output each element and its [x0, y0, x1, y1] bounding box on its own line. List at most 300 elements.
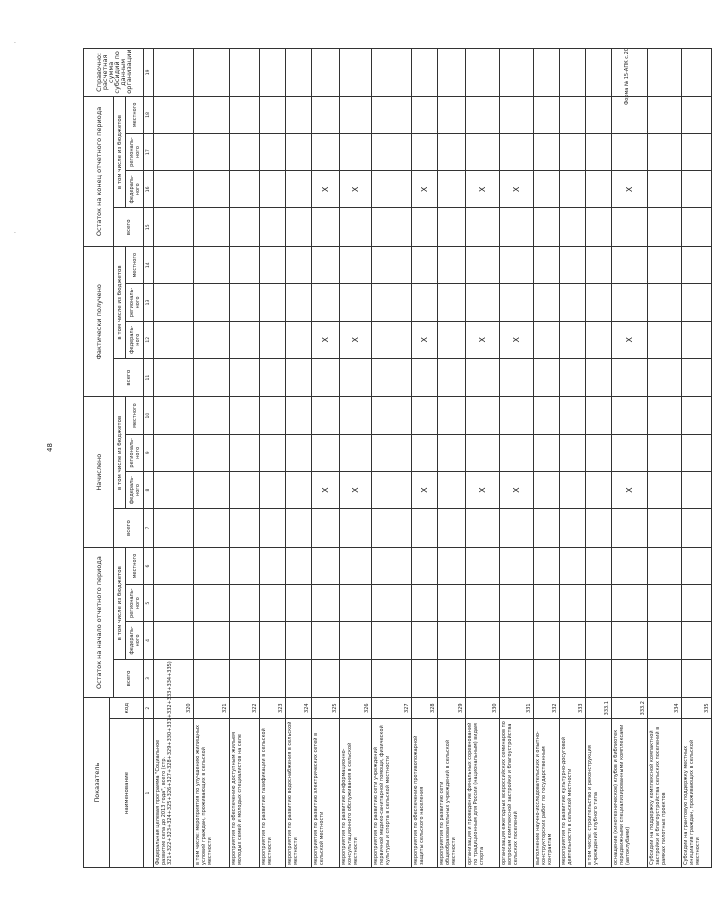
empty-cell: [412, 509, 438, 548]
empty-cell: [534, 471, 560, 508]
empty-cell: [534, 133, 560, 170]
empty-cell: [230, 321, 260, 358]
empty-cell: [438, 96, 466, 133]
empty-cell: [312, 434, 340, 471]
federal-header: федераль-ного: [126, 622, 144, 659]
budget-sub-header: в том числе из бюджетов: [114, 547, 126, 659]
empty-cell: [560, 247, 586, 284]
empty-cell: [286, 49, 312, 97]
empty-cell: [612, 133, 648, 170]
empty-cell: [340, 397, 372, 434]
empty-cell: [230, 284, 260, 321]
empty-cell: [586, 321, 612, 358]
empty-cell: [260, 208, 286, 247]
x-mark-cell: X: [312, 471, 340, 508]
empty-cell: [534, 397, 560, 434]
empty-cell: [534, 659, 560, 698]
empty-cell: [412, 397, 438, 434]
empty-cell: [534, 321, 560, 358]
x-mark-cell: X: [612, 471, 648, 508]
row-code: 326: [340, 698, 372, 719]
empty-cell: [194, 321, 230, 358]
empty-cell: [230, 171, 260, 208]
local-header: местного: [126, 547, 144, 584]
empty-cell: [586, 434, 612, 471]
row-code: 327: [372, 698, 412, 719]
empty-cell: [312, 622, 340, 659]
empty-cell: [612, 284, 648, 321]
row-code: 330: [466, 698, 500, 719]
empty-cell: [312, 509, 340, 548]
empty-cell: [340, 622, 372, 659]
x-mark-cell: X: [612, 321, 648, 358]
scan-speck: ·: [14, 230, 16, 237]
empty-cell: [312, 659, 340, 698]
page-number: 48: [46, 443, 54, 452]
empty-cell: [286, 547, 312, 584]
empty-cell: [648, 133, 682, 170]
regional-header: региональ-ного: [126, 585, 144, 622]
empty-cell: [194, 171, 230, 208]
federal-header: федераль-ного: [126, 171, 144, 208]
empty-cell: [682, 397, 712, 434]
empty-cell: [286, 208, 312, 247]
empty-cell: [412, 547, 438, 584]
empty-cell: [682, 547, 712, 584]
column-number: 18: [144, 96, 154, 133]
empty-cell: [260, 585, 286, 622]
row-code: 333: [560, 698, 586, 719]
empty-cell: [682, 509, 712, 548]
empty-cell: [466, 585, 500, 622]
empty-cell: [648, 247, 682, 284]
empty-cell: [500, 96, 534, 133]
empty-cell: [340, 49, 372, 97]
empty-cell: [230, 247, 260, 284]
empty-cell: [340, 284, 372, 321]
empty-cell: [230, 397, 260, 434]
empty-cell: [412, 434, 438, 471]
column-number: 14: [144, 247, 154, 284]
budget-sub-header: в том числе из бюджетов: [114, 247, 126, 359]
empty-cell: [682, 208, 712, 247]
empty-cell: [648, 659, 682, 698]
table-row: [372, 49, 412, 868]
column-number: 12: [144, 321, 154, 358]
empty-cell: [194, 133, 230, 170]
empty-cell: [648, 585, 682, 622]
empty-cell: [340, 659, 372, 698]
empty-cell: [260, 659, 286, 698]
empty-cell: [466, 96, 500, 133]
table-row: [648, 49, 682, 868]
name-header: наименование: [110, 719, 144, 868]
row-name: мероприятия по развитию сети общеобразовательных учреждений в сельской местности: [438, 719, 466, 868]
x-mark-cell: X: [312, 321, 340, 358]
local-header: местного: [126, 96, 144, 133]
column-number: 10: [144, 397, 154, 434]
reference-header: Справочно: расчетная сумма субсидий по данным организации: [84, 49, 144, 97]
empty-cell: [534, 284, 560, 321]
empty-cell: [466, 434, 500, 471]
empty-cell: [260, 247, 286, 284]
column-number: 7: [144, 509, 154, 548]
empty-cell: [586, 471, 612, 508]
table-row: [312, 49, 340, 868]
empty-cell: [612, 434, 648, 471]
empty-cell: [682, 471, 712, 508]
empty-cell: [340, 96, 372, 133]
x-mark-cell: X: [500, 471, 534, 508]
empty-cell: [372, 585, 412, 622]
empty-cell: [230, 133, 260, 170]
row-code: 322: [230, 698, 260, 719]
x-mark-cell: X: [466, 171, 500, 208]
empty-cell: [466, 358, 500, 397]
column-number: 19: [144, 49, 154, 97]
empty-cell: [194, 96, 230, 133]
empty-cell: [586, 49, 612, 97]
empty-cell: [412, 622, 438, 659]
empty-cell: [230, 434, 260, 471]
empty-cell: [312, 358, 340, 397]
empty-cell: [500, 585, 534, 622]
empty-cell: [560, 509, 586, 548]
empty-cell: [230, 49, 260, 97]
empty-cell: [560, 471, 586, 508]
empty-cell: [260, 622, 286, 659]
empty-cell: [286, 585, 312, 622]
row-name: мероприятия по обеспечению противопожарной защиты сельского населения: [412, 719, 438, 868]
table-row: [260, 49, 286, 868]
x-mark-cell: X: [466, 471, 500, 508]
empty-cell: [466, 397, 500, 434]
empty-cell: [194, 547, 230, 584]
empty-cell: [260, 96, 286, 133]
row-name: в том числе: строительство и реконструкция учреждений клубного типа: [586, 719, 612, 868]
empty-cell: [466, 659, 500, 698]
code-header: код: [110, 698, 144, 719]
empty-cell: [154, 547, 194, 584]
total-header: всего: [114, 509, 144, 548]
empty-cell: [230, 659, 260, 698]
total-header: всего: [114, 208, 144, 247]
x-mark-cell: X: [340, 471, 372, 508]
empty-cell: [154, 509, 194, 548]
empty-cell: [230, 96, 260, 133]
empty-cell: [372, 622, 412, 659]
column-number: 3: [144, 659, 154, 698]
empty-cell: [260, 171, 286, 208]
empty-cell: [372, 247, 412, 284]
local-header: местного: [126, 397, 144, 434]
empty-cell: [286, 96, 312, 133]
empty-cell: [612, 585, 648, 622]
empty-cell: [372, 321, 412, 358]
empty-cell: [154, 622, 194, 659]
empty-cell: [260, 547, 286, 584]
empty-cell: [194, 509, 230, 548]
x-mark-cell: X: [412, 471, 438, 508]
empty-cell: [312, 284, 340, 321]
empty-cell: [438, 49, 466, 97]
empty-cell: [260, 397, 286, 434]
empty-cell: [286, 284, 312, 321]
empty-cell: [340, 547, 372, 584]
empty-cell: [340, 509, 372, 548]
empty-cell: [438, 397, 466, 434]
empty-cell: [372, 171, 412, 208]
empty-cell: [194, 471, 230, 508]
empty-cell: [372, 434, 412, 471]
row-name: мероприятия по обеспечению доступным жильем молодых семей и молодых специалистов на селе: [230, 719, 260, 868]
table-row: [230, 49, 260, 868]
table-row: [586, 49, 612, 868]
empty-cell: [230, 358, 260, 397]
x-mark-cell: X: [466, 321, 500, 358]
group-header-closing: Остаток на конец отчетного периода: [84, 96, 114, 246]
empty-cell: [340, 208, 372, 247]
empty-cell: [586, 547, 612, 584]
empty-cell: [154, 471, 194, 508]
empty-cell: [648, 96, 682, 133]
empty-cell: [372, 397, 412, 434]
empty-cell: [340, 247, 372, 284]
empty-cell: [230, 622, 260, 659]
empty-cell: [340, 585, 372, 622]
empty-cell: [154, 321, 194, 358]
empty-cell: [286, 434, 312, 471]
empty-cell: [438, 171, 466, 208]
empty-cell: [500, 49, 534, 97]
row-code: 323: [260, 698, 286, 719]
row-code: 320: [154, 698, 194, 719]
empty-cell: [682, 133, 712, 170]
empty-cell: [648, 547, 682, 584]
empty-cell: [340, 133, 372, 170]
empty-cell: [412, 208, 438, 247]
x-mark-cell: X: [500, 171, 534, 208]
empty-cell: [534, 208, 560, 247]
empty-cell: [286, 659, 312, 698]
table-row: [154, 49, 194, 868]
empty-cell: [372, 208, 412, 247]
empty-cell: [612, 96, 648, 133]
empty-cell: [438, 321, 466, 358]
empty-cell: [230, 547, 260, 584]
empty-cell: [154, 208, 194, 247]
empty-cell: [612, 509, 648, 548]
empty-cell: [372, 358, 412, 397]
row-name: организация и проведение финальных соревнований по традиционным для России (национальным) видам спорта: [466, 719, 500, 868]
empty-cell: [286, 622, 312, 659]
empty-cell: [194, 358, 230, 397]
table-row: [194, 49, 230, 868]
empty-cell: [260, 321, 286, 358]
empty-cell: [560, 133, 586, 170]
empty-cell: [194, 585, 230, 622]
total-header: всего: [114, 358, 144, 397]
empty-cell: [500, 133, 534, 170]
empty-cell: [534, 622, 560, 659]
empty-cell: [412, 133, 438, 170]
empty-cell: [466, 622, 500, 659]
empty-cell: [466, 547, 500, 584]
empty-cell: [560, 434, 586, 471]
row-name: выполнение научно-исследовательских и опытно-конструкторских работ по государственным контрактам: [534, 719, 560, 868]
empty-cell: [372, 659, 412, 698]
table-row: [560, 49, 586, 868]
empty-cell: [194, 208, 230, 247]
empty-cell: [534, 96, 560, 133]
empty-cell: [648, 434, 682, 471]
empty-cell: [372, 284, 412, 321]
empty-cell: [312, 547, 340, 584]
row-name: мероприятия по развитию газификации в сельской местности: [260, 719, 286, 868]
empty-cell: [534, 171, 560, 208]
empty-cell: [682, 284, 712, 321]
empty-cell: [682, 247, 712, 284]
empty-cell: [500, 547, 534, 584]
empty-cell: [412, 49, 438, 97]
empty-cell: [438, 434, 466, 471]
empty-cell: [412, 96, 438, 133]
empty-cell: [260, 471, 286, 508]
row-name: мероприятия по развитию электрических сетей в сельской местности: [312, 719, 340, 868]
empty-cell: [260, 133, 286, 170]
empty-cell: [534, 434, 560, 471]
x-mark-cell: X: [412, 171, 438, 208]
empty-cell: [194, 434, 230, 471]
empty-cell: [340, 358, 372, 397]
empty-cell: [194, 284, 230, 321]
empty-cell: [500, 397, 534, 434]
empty-cell: [612, 247, 648, 284]
row-name: Субсидии на грантовую поддержку местных инициатив граждан, проживающих в сельской местности: [682, 719, 712, 868]
empty-cell: [286, 397, 312, 434]
empty-cell: [586, 622, 612, 659]
empty-cell: [682, 622, 712, 659]
empty-cell: [534, 585, 560, 622]
empty-cell: [648, 321, 682, 358]
row-code: 334: [648, 698, 682, 719]
empty-cell: [586, 659, 612, 698]
empty-cell: [230, 471, 260, 508]
empty-cell: [500, 247, 534, 284]
empty-cell: [648, 171, 682, 208]
row-code: 335: [682, 698, 712, 719]
empty-cell: [372, 547, 412, 584]
empty-cell: [466, 133, 500, 170]
empty-cell: [586, 247, 612, 284]
empty-cell: [412, 358, 438, 397]
empty-cell: [586, 397, 612, 434]
table-row: [412, 49, 438, 868]
empty-cell: [682, 434, 712, 471]
x-mark-cell: X: [312, 171, 340, 208]
empty-cell: [500, 358, 534, 397]
empty-cell: [466, 247, 500, 284]
empty-cell: [154, 659, 194, 698]
empty-cell: [438, 284, 466, 321]
row-name: мероприятия по развитию водоснабжения в сельской местности: [286, 719, 312, 868]
empty-cell: [648, 622, 682, 659]
empty-cell: [500, 434, 534, 471]
empty-cell: [586, 171, 612, 208]
empty-cell: [312, 96, 340, 133]
empty-cell: [438, 547, 466, 584]
empty-cell: [312, 133, 340, 170]
empty-cell: [412, 585, 438, 622]
empty-cell: [230, 585, 260, 622]
empty-cell: [438, 133, 466, 170]
column-number: 6: [144, 547, 154, 584]
empty-cell: [372, 509, 412, 548]
empty-cell: [312, 49, 340, 97]
budget-sub-header: в том числе из бюджетов: [114, 96, 126, 208]
empty-cell: [372, 49, 412, 97]
empty-cell: [286, 509, 312, 548]
empty-cell: [154, 397, 194, 434]
empty-cell: [500, 284, 534, 321]
empty-cell: [438, 208, 466, 247]
budget-sub-header: в том числе из бюджетов: [114, 397, 126, 509]
empty-cell: [154, 247, 194, 284]
empty-cell: [194, 49, 230, 97]
row-code: 325: [312, 698, 340, 719]
row-code: 333.2: [612, 698, 648, 719]
empty-cell: [560, 321, 586, 358]
empty-cell: [586, 96, 612, 133]
empty-cell: [560, 284, 586, 321]
empty-cell: [648, 49, 682, 97]
row-code: 321: [194, 698, 230, 719]
empty-cell: [372, 471, 412, 508]
empty-cell: [586, 133, 612, 170]
scan-speck: ·: [14, 40, 16, 47]
empty-cell: [154, 49, 194, 97]
x-mark-cell: X: [340, 321, 372, 358]
empty-cell: [648, 397, 682, 434]
empty-cell: [612, 49, 648, 97]
empty-cell: [500, 509, 534, 548]
empty-cell: [560, 208, 586, 247]
empty-cell: [312, 247, 340, 284]
row-code: 332: [534, 698, 560, 719]
empty-cell: [260, 358, 286, 397]
empty-cell: [260, 434, 286, 471]
empty-cell: [560, 96, 586, 133]
empty-cell: [612, 358, 648, 397]
row-name: мероприятия по развитию сети учреждений первичной медико-санитарной помощи, физической культуры и спорта в сельской местности: [372, 719, 412, 868]
group-header-received: Фактически получено: [84, 247, 114, 397]
empty-cell: [372, 96, 412, 133]
empty-cell: [560, 622, 586, 659]
empty-cell: [312, 585, 340, 622]
empty-cell: [154, 434, 194, 471]
empty-cell: [260, 284, 286, 321]
x-mark-cell: X: [412, 321, 438, 358]
row-name: в том числе: мероприятия по улучшению жилищных условий граждан, проживающих в сельской местности: [194, 719, 230, 868]
empty-cell: [438, 471, 466, 508]
empty-cell: [586, 585, 612, 622]
column-number: 15: [144, 208, 154, 247]
empty-cell: [560, 49, 586, 97]
empty-cell: [312, 397, 340, 434]
empty-cell: [612, 622, 648, 659]
empty-cell: [286, 321, 312, 358]
empty-cell: [412, 284, 438, 321]
